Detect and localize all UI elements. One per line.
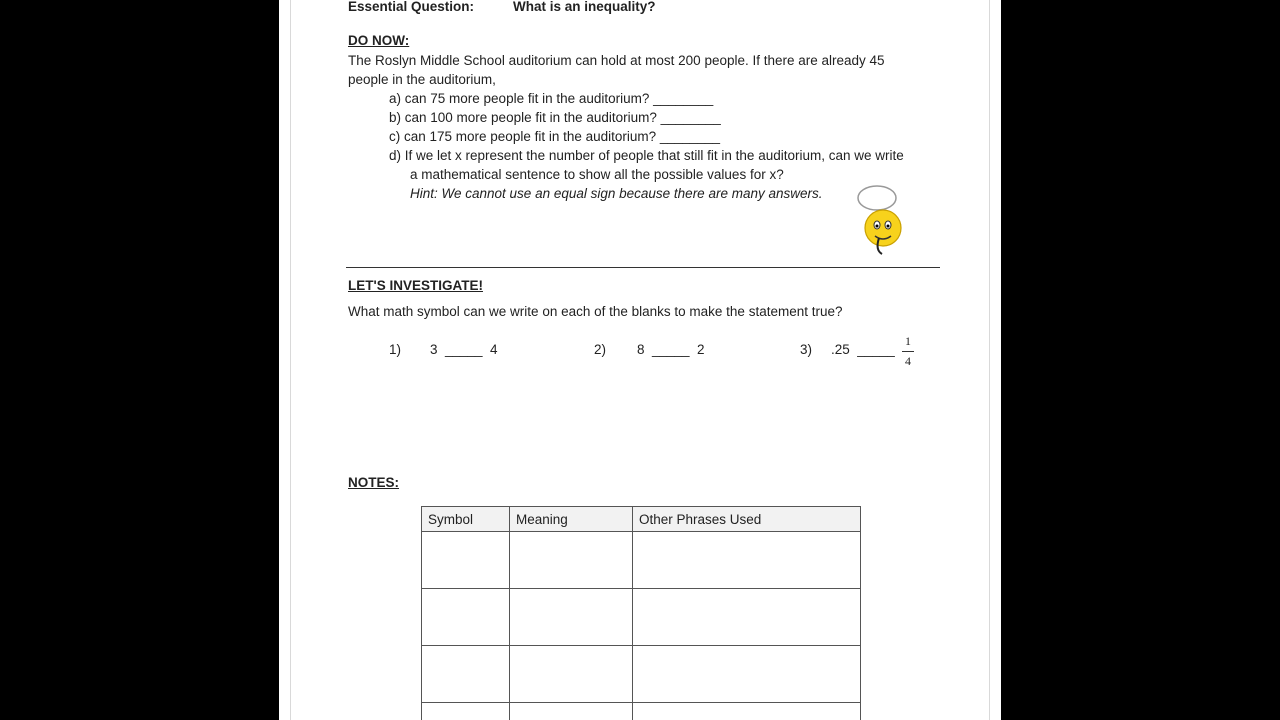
table-cell (510, 589, 633, 646)
do-now-intro-line1: The Roslyn Middle School auditorium can hold at most 200 people. If there are already 45 (348, 53, 885, 68)
problem-1-expression: 3 _____ 4 (430, 342, 498, 357)
fraction-numerator: 1 (905, 334, 911, 348)
table-header-row (422, 507, 861, 532)
fraction-bar (902, 351, 914, 352)
table-cell (633, 532, 861, 589)
question-c: c) can 175 more people fit in the auditorium? ________ (389, 129, 720, 144)
table-cell (510, 532, 633, 589)
table-cell (422, 646, 510, 703)
table-cell (633, 646, 861, 703)
page-margin-left (290, 0, 291, 720)
table-cell (422, 532, 510, 589)
problem-2-number: 2) (594, 342, 607, 357)
table-cell (633, 589, 861, 646)
problem-2-expression: 8 _____ 2 (637, 342, 705, 357)
do-now-heading: DO NOW: (348, 33, 410, 48)
table-row (422, 646, 861, 703)
column-header-other-phrases: Other Phrases Used (633, 507, 861, 532)
column-header-meaning: Meaning (510, 507, 633, 532)
table-cell (422, 703, 510, 720)
fraction-one-fourth (902, 334, 914, 369)
table-cell (633, 703, 861, 720)
question-b: b) can 100 more people fit in the auditorium? ________ (389, 110, 721, 125)
document-page (279, 0, 1001, 720)
problem-3-number: 3) (800, 342, 813, 357)
table-row (422, 532, 861, 589)
essential-question-label: Essential Question: (348, 0, 475, 14)
table-cell (422, 589, 510, 646)
table-row (422, 703, 861, 720)
page-margin-right (989, 0, 990, 720)
question-d-line1: d) If we let x represent the number of people that still fit in the auditorium, can we write (389, 148, 904, 163)
question-d-line2: a mathematical sentence to show all the possible values for x? (410, 167, 784, 182)
table-cell (510, 703, 633, 720)
problem-3-expression: .25 _____ (831, 342, 895, 357)
investigate-heading: LET'S INVESTIGATE! (348, 278, 483, 293)
hint-text: Hint: We cannot use an equal sign because there are many answers. (410, 186, 823, 201)
notes-table (421, 506, 861, 720)
table-row (422, 589, 861, 646)
investigate-prompt: What math symbol can we write on each of the blanks to make the statement true? (348, 304, 843, 319)
fraction-denominator: 4 (905, 354, 911, 368)
table-cell (510, 646, 633, 703)
column-header-symbol: Symbol (422, 507, 510, 532)
essential-question: What is an inequality? (513, 0, 656, 14)
question-a: a) can 75 more people fit in the auditorium? ________ (389, 91, 714, 106)
thinking-smiley-icon (854, 182, 906, 258)
problem-1-number: 1) (389, 342, 402, 357)
section-divider (346, 267, 940, 268)
notes-heading: NOTES: (348, 475, 400, 490)
do-now-intro-line2: people in the auditorium, (348, 72, 496, 87)
